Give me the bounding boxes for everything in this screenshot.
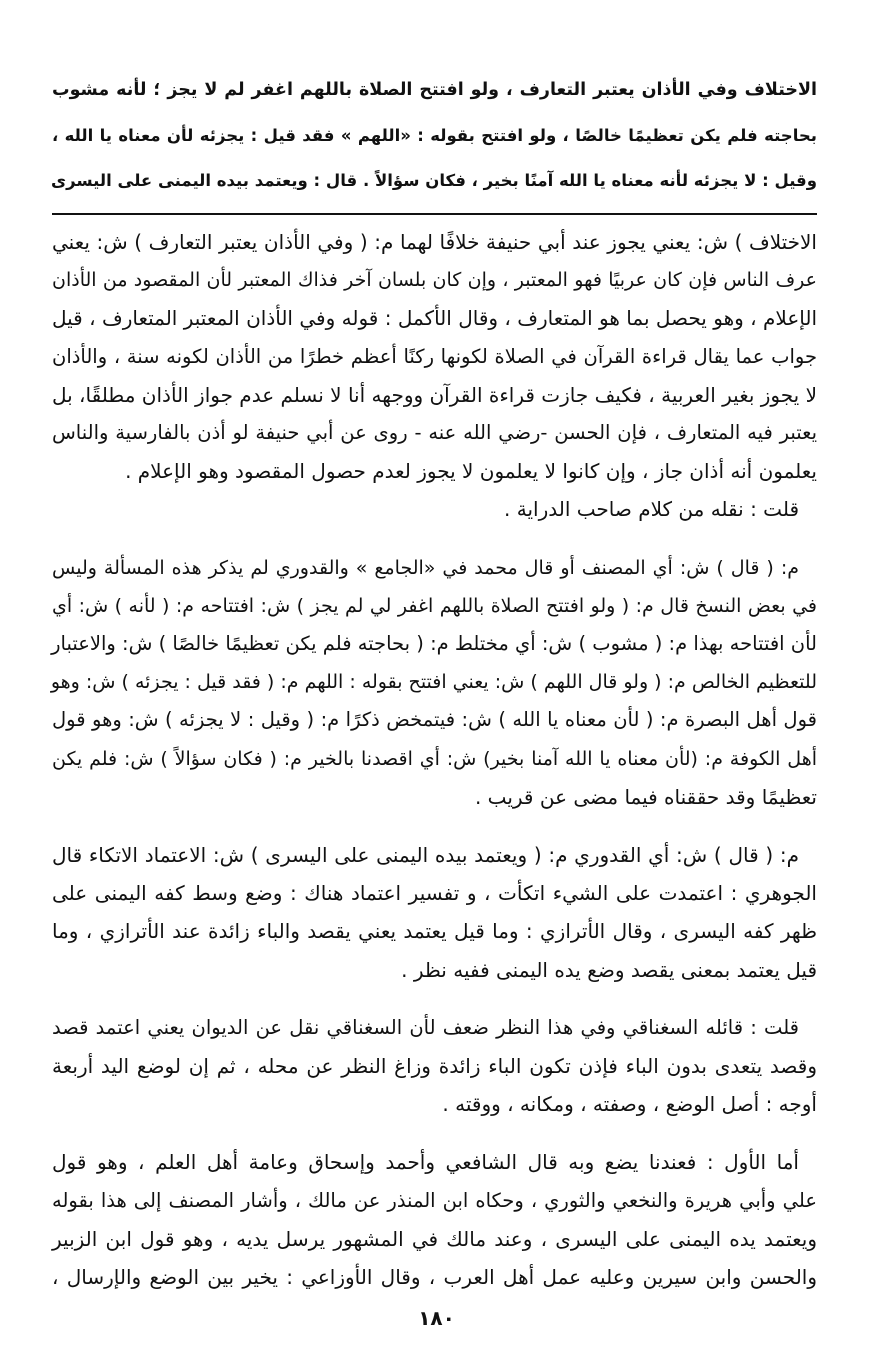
- sharh-line: للتعظيم الخالص م: ( ولو قال اللهم ) ش: يعني افتتح بقوله : اللهم م: ( فقد قيل : يجزئه ) ش: وهو: [50, 671, 817, 694]
- sharh-line: علي وأبي هريرة والنخعي والثوري ، وحكاه ابن المنذر عن مالك ، وأشار المصنف إلى هذا بقوله: [52, 1188, 817, 1212]
- matn-line: بحاجته فلم يكن تعظيمًا خالصًا ، ولو افتتح بقوله : «اللهم » فقد قيل : يجزئه لأن معناه يا الله ،: [52, 126, 817, 145]
- sharh-line: الاختلاف ) ش: يعني يجوز عند أبي حنيفة خلافًا لهما م: ( وفي الأذان يعتبر التعارف ) ش: يعني: [52, 230, 817, 254]
- sharh-line: أما الأول : فعندنا يضع وبه قال الشافعي وأحمد وإسحاق وعامة أهل العلم ، وهو قول: [52, 1150, 799, 1175]
- sharh-line: أوجه : أصل الوضع ، وصفته ، ومكانه ، ووقته .: [442, 1092, 817, 1117]
- sharh-line: يعتبر فيه المتعارف ، فإن الحسن -رضي الله عنه - روى عن أبي حنيفة لو أذن بالفارسية والناس: [52, 421, 817, 445]
- sharh-line: قيل يعتمد بمعنى يقصد وضع يده اليمنى ففيه نظر .: [401, 957, 817, 982]
- sharh-line: عرف الناس فإن كان عربيًا فهو المعتبر ، وإن كان بلسان آخر فذاك المعتبر لأن المقصود من الأذان: [52, 269, 817, 292]
- sharh-text: [52, 223, 817, 1296]
- sharh-line: لا يجوز بغير العربية ، فكيف جازت قراءة القرآن ووجهه أنا لا نسلم عدم جواز الأذان مطلقًا، بل: [51, 382, 817, 407]
- sharh-line: م: ( قال ) ش: أي القدوري م: ( ويعتمد بيده اليمنى على اليسرى ) ش: الاعتماد الاتكاء قال: [52, 843, 799, 868]
- matn-text: [52, 68, 817, 203]
- sharh-line: وقصد يتعدى بدون الباء فإذن تكون الباء زائدة وزاغ النظر عن محله ، ثم إن لوضع اليد أربعة: [52, 1054, 817, 1079]
- sharh-line: جواب عما يقال قراءة القرآن في الصلاة لكونها ركنًا أعظم خطرًا من الأذان لكونه سنة ، والأذان: [52, 344, 817, 368]
- sharh-line: لأن افتتاحه بهذا م: ( مشوب ) ش: أي مختلط م: ( بحاجته فلم يكن تعظيمًا خالصًا ) ش: والاعتبار: [51, 632, 817, 656]
- matn-line: الاختلاف وفي الأذان يعتبر التعارف ، ولو افتتح الصلاة باللهم اغفر لم لا يجز ؛ لأنه مشوب: [52, 80, 817, 100]
- sharh-line: والحسن وابن سيرين وعليه عمل أهل العرب ، وقال الأوزاعي : يخير بين الوضع والإرسال ،: [52, 1265, 817, 1290]
- matn-line: وقيل : لا يجزئه لأنه معناه يا الله آمنًا بخير ، فكان سؤالاً . قال : ويعتمد بيده اليمنى على اليسرى: [51, 171, 817, 190]
- sharh-line: تعظيمًا وقد حققناه فيما مضى عن قريب .: [474, 784, 817, 809]
- sharh-line: قلت : نقله من كلام صاحب الدراية .: [504, 497, 799, 522]
- page-number: ١٨٠: [418, 1306, 455, 1330]
- sharh-line: الجوهري : اعتمدت على الشيء اتكأت ، و تفسير اعتماد هناك : وضع وسط كفه اليمنى على: [52, 881, 817, 906]
- sharh-line: ظهر كفه اليسرى ، وقال الأترازي : وما قيل يعتمد يعني يقصد والباء زائدة عند الأترازي ، وما: [52, 919, 817, 944]
- separator-line: [52, 213, 817, 215]
- sharh-line: يعلمون أنه أذان جاز ، وإن كانوا لا يعلمون لا يجوز لعدم حصول المقصود وهو الإعلام .: [125, 459, 817, 484]
- sharh-line: أهل الكوفة م: (لأن معناه يا الله آمنا بخير) ش: أي اقصدنا بالخير م: ( فكان سؤالاً ) ش: فلم يكن: [52, 747, 817, 770]
- sharh-line: قول أهل البصرة م: ( لأن معناه يا الله ) ش: فيتمخض ذكرًا م: ( وقيل : لا يجزئه ) ش: وهو قول: [52, 708, 817, 732]
- sharh-line: الإعلام ، وهو يحصل بما هو المتعارف ، وقال الأكمل : قوله وفي الأذان المعتبر المتعارف ، قيل: [52, 306, 817, 331]
- sharh-line: ويعتمد يده اليمنى على اليسرى ، وعند مالك في المشهور يرسل يديه ، وهو قول ابن الزبير: [52, 1226, 817, 1251]
- sharh-line: في بعض النسخ قال م: ( ولو افتتح الصلاة باللهم اغفر لي لم يجز ) ش: افتتاحه م: ( لأنه ) ش: أي: [52, 594, 817, 617]
- sharh-line: قلت : قائله السغناقي وفي هذا النظر ضعف لأن السغناقي نقل عن الديوان يعني اعتمد قصد: [52, 1015, 799, 1039]
- sharh-line: م: ( قال ) ش: أي المصنف أو قال محمد في «الجامع » والقدوري لم يذكر هذه المسألة وليس: [52, 556, 799, 579]
